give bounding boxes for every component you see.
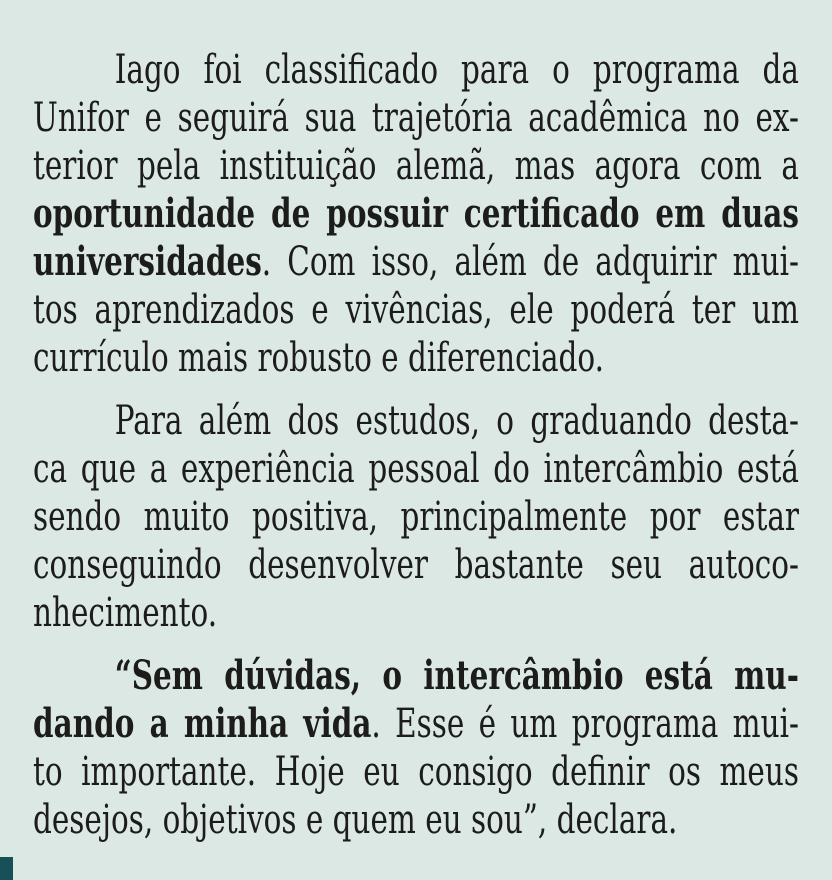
- text-run: . Esse é um programa mui-: [371, 701, 799, 747]
- text-run: currículo mais robusto e diferenciado.: [33, 335, 605, 381]
- text-line: [33, 700, 799, 748]
- text-line: [33, 142, 799, 190]
- text-line: [33, 238, 799, 286]
- text-run: conseguindo desenvolver bastante seu autoco-: [33, 542, 799, 588]
- text-line: [33, 493, 799, 541]
- text-run: Unifor e seguirá sua trajetória acadêmica no ex-: [33, 95, 799, 141]
- text-run: Para além dos estudos, o graduando desta-: [114, 398, 799, 444]
- text-run: to importante. Hoje eu consigo definir os meus: [33, 749, 799, 795]
- text-line: [33, 334, 799, 382]
- article-text-inner: [33, 46, 799, 844]
- text-run-bold: dando a minha vida: [33, 700, 372, 747]
- text-run: terior pela instituição alemã, mas agora com a: [33, 143, 799, 189]
- article-text-block: [33, 46, 799, 844]
- text-run: ca que a experiência pessoal do intercâmbio está: [33, 446, 799, 492]
- text-line: [33, 397, 799, 445]
- text-line: [33, 190, 799, 238]
- text-run-bold: “Sem dúvidas, o intercâmbio está mu-: [114, 652, 799, 699]
- text-run: nhecimento.: [33, 590, 218, 636]
- paragraph: [33, 397, 799, 637]
- text-run: Iago foi classificado para o programa da: [114, 47, 799, 93]
- paragraph: [33, 652, 799, 844]
- text-run: tos aprendizados e vivências, ele poderá ter um: [33, 287, 799, 333]
- text-line: [33, 94, 799, 142]
- text-line: [33, 445, 799, 493]
- text-run-bold: oportunidade de possuir certificado em duas: [33, 190, 799, 237]
- text-line: [33, 589, 799, 637]
- text-run: . Com isso, além de adquirir mui-: [261, 239, 799, 285]
- text-line: [33, 796, 799, 844]
- text-run: sendo muito positiva, principalmente por estar: [33, 494, 799, 540]
- text-run: desejos, objetivos e quem eu sou”, declara.: [33, 797, 678, 843]
- page-corner-accent: [0, 857, 13, 880]
- text-line: [33, 46, 799, 94]
- text-line: [33, 748, 799, 796]
- text-line: [33, 652, 799, 700]
- paragraph: [33, 46, 799, 382]
- text-run-bold: universidades: [33, 238, 262, 285]
- text-line: [33, 286, 799, 334]
- text-line: [33, 541, 799, 589]
